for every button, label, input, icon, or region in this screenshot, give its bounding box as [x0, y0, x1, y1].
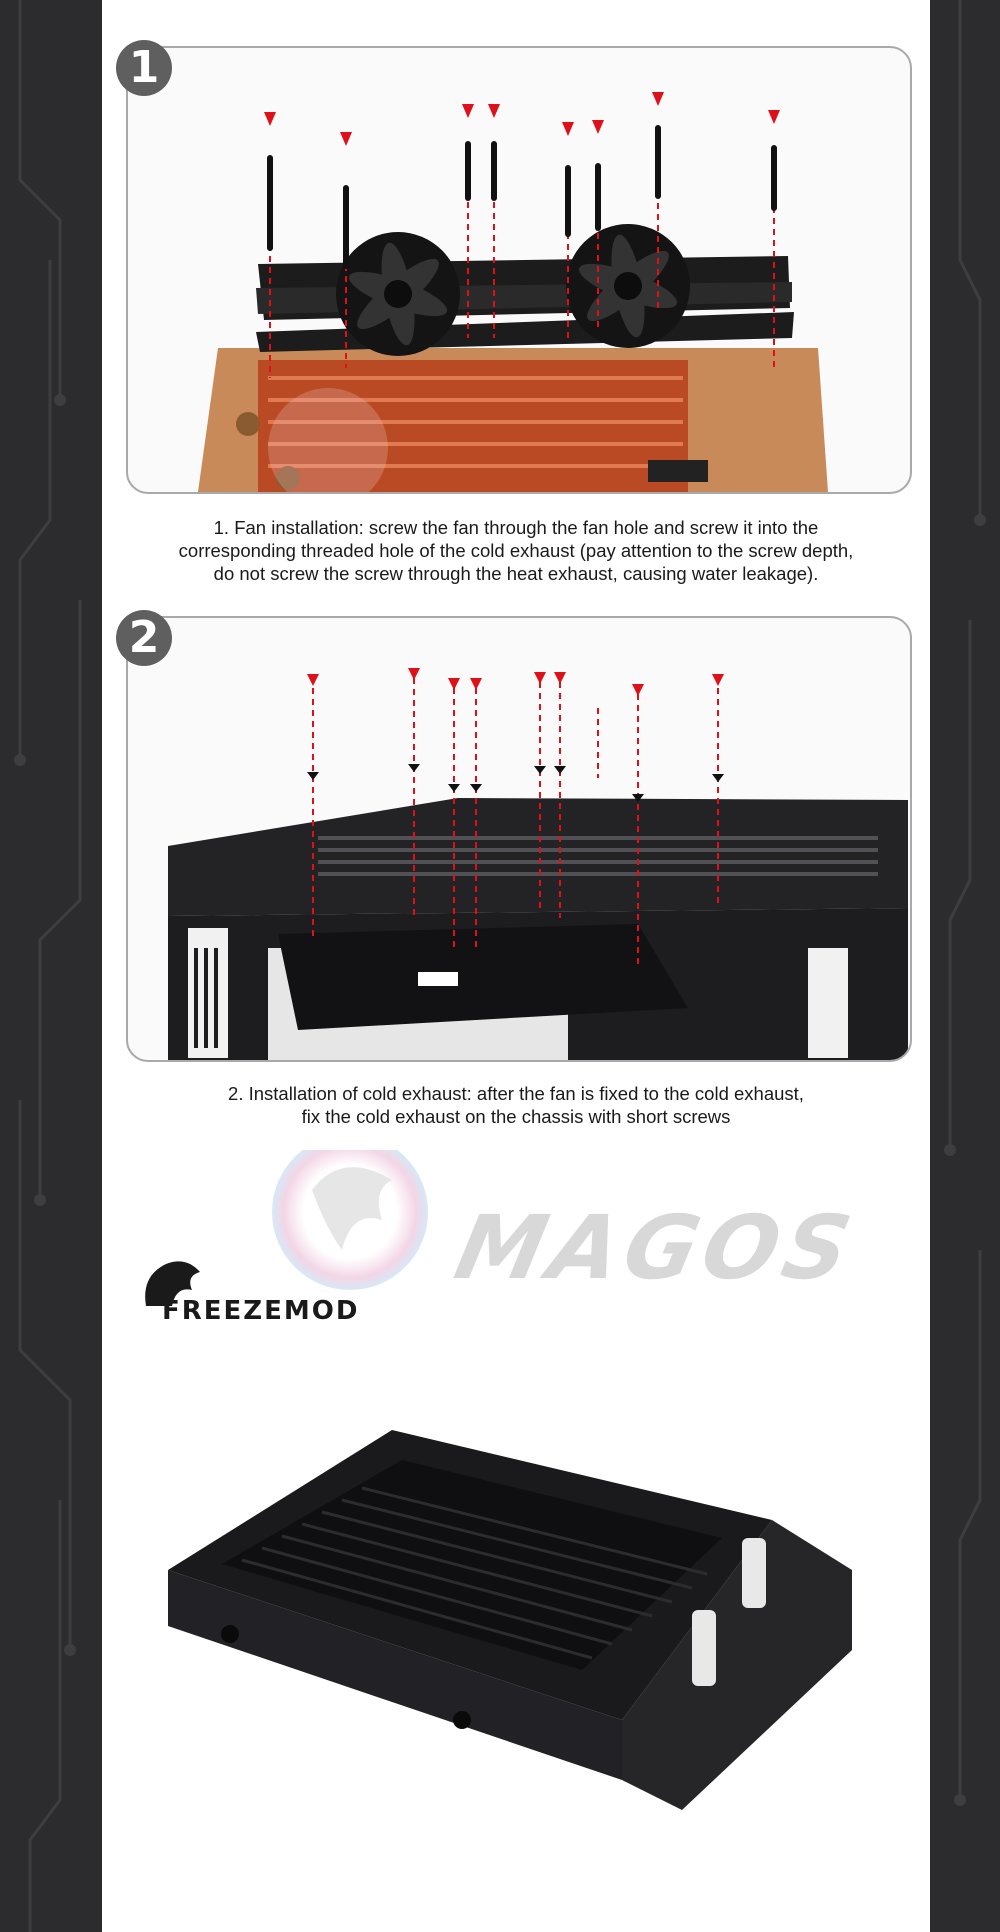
left-decorative-strip	[0, 0, 102, 1932]
freezemod-wordmark: FREEZEMOD	[162, 1296, 360, 1326]
fitting-barb-top	[742, 1538, 766, 1608]
circuit-pattern-left	[0, 0, 102, 1932]
step-1-badge: 1	[116, 40, 172, 96]
circuit-pattern-right	[930, 0, 1000, 1932]
caption-line: do not screw the screw through the heat exhaust, causing water leakage).	[213, 563, 819, 584]
fitting-barb-bottom	[692, 1610, 716, 1686]
fan-installation-illustration	[128, 48, 910, 492]
product-manual-page	[102, 0, 930, 1932]
step-2-caption	[102, 1082, 930, 1128]
caption-line: 1. Fan installation: screw the fan through the fan hole and screw it into the	[213, 517, 819, 538]
step-2-badge: 2	[116, 610, 172, 666]
caption-line: fix the cold exhaust on the chassis with short screws	[301, 1106, 731, 1127]
caption-line: corresponding threaded hole of the cold exhaust (pay attention to the screw depth,	[178, 540, 854, 561]
chassis-installation-illustration	[128, 618, 910, 1060]
caption-line: 2. Installation of cold exhaust: after the fan is fixed to the cold exhaust,	[228, 1083, 804, 1104]
chassis-top	[168, 798, 908, 916]
fitting-port	[236, 412, 260, 436]
black-radiator-illustration	[162, 1420, 882, 1820]
step-1-illustration-panel	[126, 46, 912, 494]
step-2-illustration-panel	[126, 616, 912, 1062]
radiator-product-photo	[162, 1420, 882, 1820]
right-decorative-strip	[930, 0, 1000, 1932]
magos-wordmark: MAGOS	[447, 1196, 866, 1299]
step-1-caption	[102, 516, 930, 585]
